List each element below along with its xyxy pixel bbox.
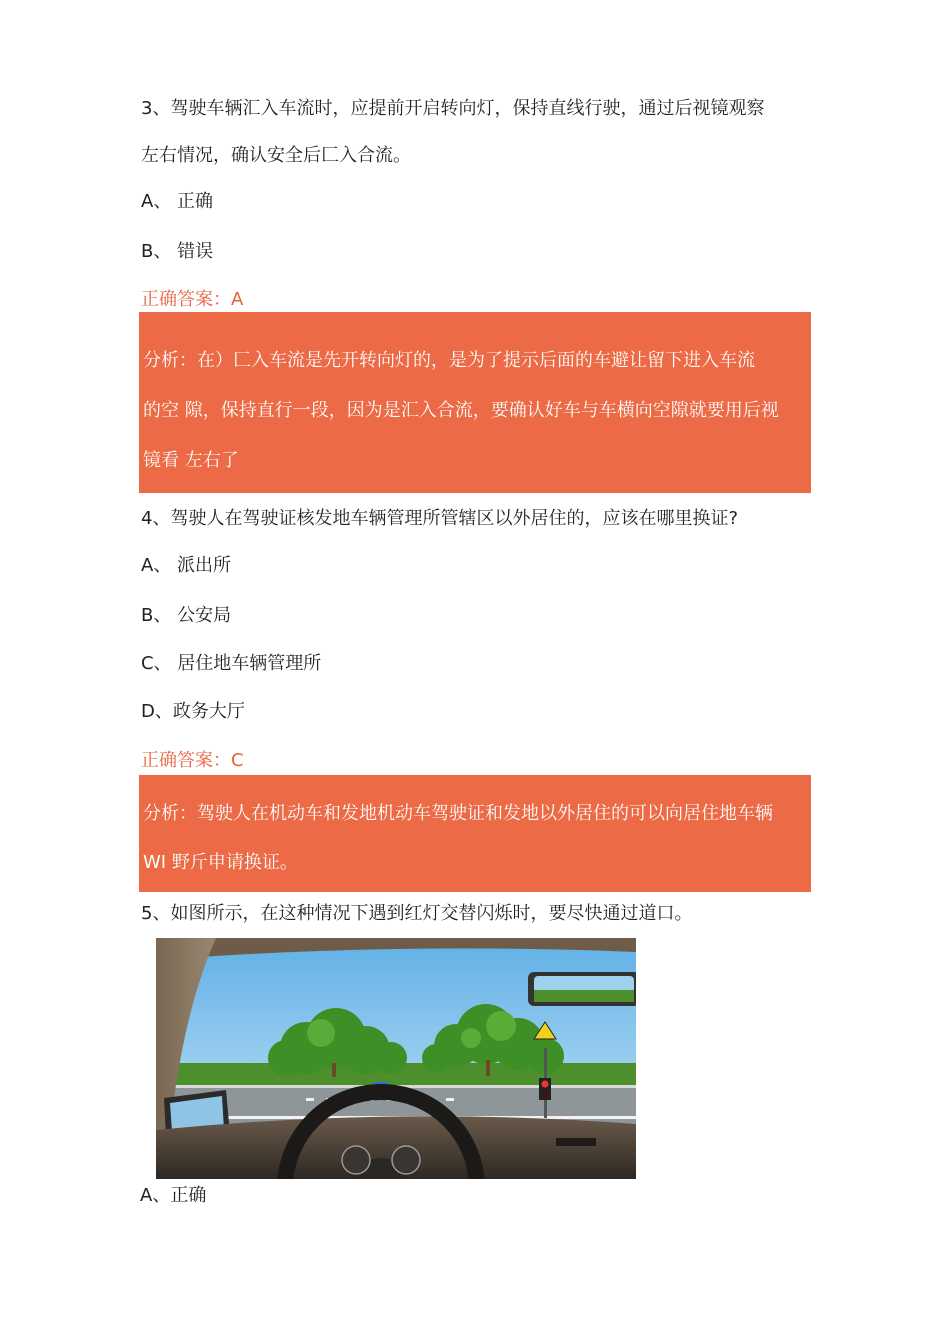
q4-analysis-line2: WI 野斤申请换证。	[143, 852, 298, 873]
q3-analysis-line1: 分析：在）匚入车流是先开转向灯的，是为了提示后面的车避让留下进入车流	[143, 350, 755, 371]
q4-option-c: C、 居住地车辆管理所	[141, 653, 322, 674]
driver-view-crossing-image	[156, 938, 636, 1179]
q4-option-a: A、 派出所	[141, 555, 232, 576]
q3-analysis-box	[139, 312, 811, 493]
q4-analysis-line1: 分析：驾驶人在机动车和发地机动车驾驶证和发地以外居住的可以向居住地车辆	[143, 803, 773, 824]
q3-option-b: B、 错误	[141, 241, 214, 262]
q4-option-b: B、 公安局	[141, 605, 232, 626]
q3-question-line2: 左右情况，确认安全后匚入合流。	[141, 145, 411, 166]
q4-option-d: D、政务大厅	[141, 701, 245, 722]
q5-option-a: A、正确	[140, 1185, 207, 1206]
q4-correct-answer: 正确答案：C	[141, 750, 244, 771]
q4-analysis-box	[139, 775, 811, 892]
q3-correct-answer: 正确答案：A	[141, 289, 244, 310]
q3-option-a: A、 正确	[141, 191, 214, 212]
q3-analysis-line3: 镜看 左右了	[143, 450, 239, 471]
q4-question-line1: 4、驾驶人在驾驶证核发地车辆管理所管辖区以外居住的，应该在哪里换证?	[141, 508, 739, 529]
q3-analysis-line2: 的空 隙，保持直行一段，因为是汇入合流，要确认好车与车横向空隙就要用后视	[143, 400, 779, 421]
q5-question-line1: 5、如图所示，在这种情况下遇到红灯交替闪烁时，要尽快通过道口。	[141, 903, 693, 924]
q3-question-line1: 3、驾驶车辆汇入车流时，应提前开启转向灯，保持直线行驶，通过后视镜观察	[141, 98, 765, 119]
